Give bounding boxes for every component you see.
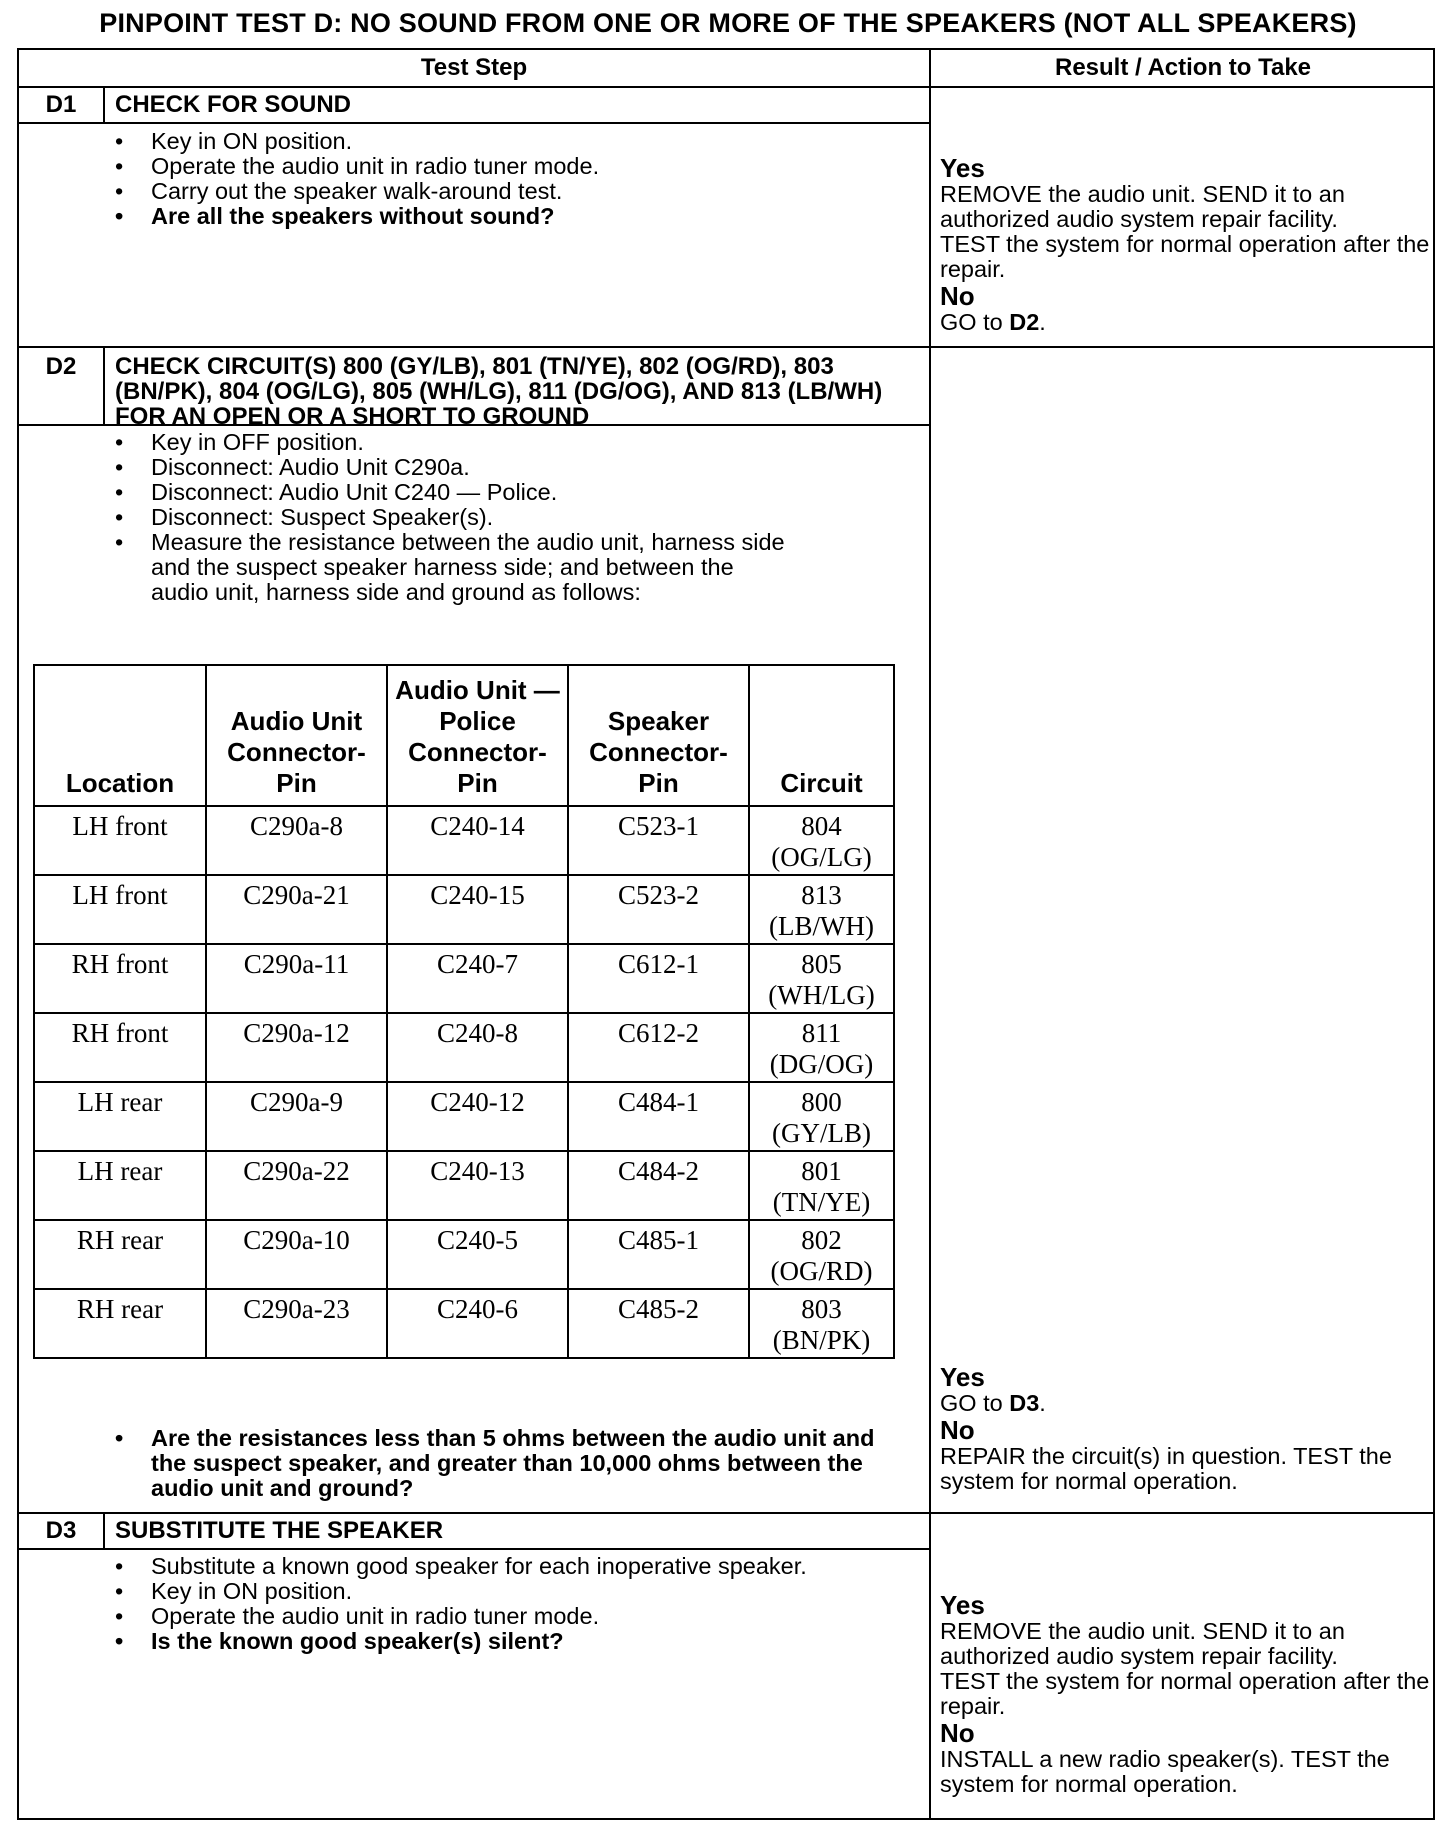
table-header-speaker-pin: Speaker Connector-Pin — [568, 665, 749, 806]
result-yes-text: GO to D3. — [940, 1390, 1046, 1416]
list-item: • Substitute a known good speaker for each inoperative speaker. — [99, 1554, 899, 1579]
step-id-separator — [103, 1513, 105, 1548]
table-cell-location: LH front — [34, 806, 206, 875]
result-d1 — [940, 154, 1430, 335]
table-cell-location: RH front — [34, 1013, 206, 1082]
table-cell-circuit — [749, 875, 894, 944]
table-cell-circuit — [749, 1013, 894, 1082]
circuit-number: 805 — [801, 949, 842, 979]
table-cell-circuit — [749, 1220, 894, 1289]
step-title-divider — [19, 1548, 929, 1550]
table-cell-police-pin: C240-15 — [387, 875, 568, 944]
table-cell-speaker-pin: C484-1 — [568, 1082, 749, 1151]
table-row — [34, 944, 894, 1013]
connector-pin-table — [33, 664, 895, 1359]
result-d2 — [940, 1363, 1430, 1494]
list-item: • Operate the audio unit in radio tuner mode. — [99, 154, 899, 179]
table-body — [34, 806, 894, 1358]
table-cell-audio-unit-pin: C290a-10 — [206, 1220, 387, 1289]
circuit-color: (GY/LB) — [772, 1118, 871, 1148]
circuit-color: (TN/YE) — [772, 1187, 871, 1217]
table-header-row — [34, 665, 894, 806]
table-cell-speaker-pin: C612-2 — [568, 1013, 749, 1082]
result-yes-text: TEST the system for normal operation after the repair. — [940, 1668, 1430, 1719]
table-cell-circuit — [749, 1082, 894, 1151]
result-d3 — [940, 1591, 1430, 1797]
step-id-separator — [103, 87, 105, 122]
table-cell-police-pin: C240-6 — [387, 1289, 568, 1358]
pinpoint-test-table — [17, 48, 1435, 1820]
list-item: • Disconnect: Suspect Speaker(s). — [99, 505, 899, 530]
list-item: • Disconnect: Audio Unit C240 — Police. — [99, 480, 899, 505]
circuit-number: 813 — [801, 880, 842, 910]
step-title-divider — [19, 122, 929, 124]
table-cell-audio-unit-pin: C290a-11 — [206, 944, 387, 1013]
list-item: • Carry out the speaker walk-around test. — [99, 179, 899, 204]
result-no-label: No — [940, 1415, 975, 1445]
table-cell-location: LH rear — [34, 1151, 206, 1220]
table-cell-audio-unit-pin: C290a-23 — [206, 1289, 387, 1358]
table-header-circuit: Circuit — [749, 665, 894, 806]
circuit-color: (BN/PK) — [772, 1325, 871, 1355]
table-cell-audio-unit-pin: C290a-9 — [206, 1082, 387, 1151]
table-row — [34, 1013, 894, 1082]
table-row — [34, 1220, 894, 1289]
table-header-location: Location — [34, 665, 206, 806]
column-header-test-step: Test Step — [420, 54, 528, 81]
table-cell-speaker-pin: C485-1 — [568, 1220, 749, 1289]
result-yes-text: REMOVE the audio unit. SEND it to an authorized audio system repair facility. — [940, 1618, 1345, 1669]
step-id-d3: D3 — [45, 1517, 77, 1544]
table-row — [34, 1082, 894, 1151]
table-cell-speaker-pin: C612-1 — [568, 944, 749, 1013]
table-cell-location: RH rear — [34, 1289, 206, 1358]
table-cell-police-pin: C240-8 — [387, 1013, 568, 1082]
list-item: • Key in ON position. — [99, 1579, 899, 1604]
circuit-number: 804 — [801, 811, 842, 841]
step-question-d2: • Are the resistances less than 5 ohms between the audio unit and the suspect speaker, and greater than 10,000 ohms between the audio unit and ground? — [99, 1426, 881, 1501]
table-cell-audio-unit-pin: C290a-12 — [206, 1013, 387, 1082]
table-cell-location: RH rear — [34, 1220, 206, 1289]
step-list-d2 — [99, 430, 899, 605]
circuit-number: 811 — [801, 1018, 842, 1048]
step-list-d1 — [99, 129, 899, 229]
step-reference-d3: D3 — [1009, 1390, 1040, 1416]
step-title-d1: CHECK FOR SOUND — [115, 91, 352, 118]
table-row — [34, 806, 894, 875]
list-item: • Disconnect: Audio Unit C290a. — [99, 455, 899, 480]
table-cell-circuit — [749, 1151, 894, 1220]
list-item: • Operate the audio unit in radio tuner mode. — [99, 1604, 899, 1629]
step-id-d2: D2 — [45, 353, 77, 380]
list-item: • Key in OFF position. — [99, 430, 899, 455]
step-list-d3 — [99, 1554, 899, 1654]
table-row — [34, 1151, 894, 1220]
table-row — [34, 875, 894, 944]
table-cell-location: RH front — [34, 944, 206, 1013]
circuit-color: (WH/LG) — [768, 980, 875, 1010]
column-header-result: Result / Action to Take — [1054, 54, 1312, 81]
step-reference-d2: D2 — [1009, 309, 1040, 335]
header-divider — [19, 86, 1433, 88]
step-id-d1: D1 — [45, 91, 77, 118]
step-title-d2: CHECK CIRCUIT(S) 800 (GY/LB), 801 (TN/YE), 802 (OG/RD), 803 (BN/PK), 804 (OG/LG), 805 (WH/LG), 811 (DG/OG), AND 813 (LB/WH) FOR AN OPEN OR A SHORT TO GROUND — [115, 353, 883, 430]
result-yes-label: Yes — [940, 1590, 985, 1620]
table-cell-police-pin: C240-14 — [387, 806, 568, 875]
table-cell-speaker-pin: C523-1 — [568, 806, 749, 875]
table-cell-police-pin: C240-7 — [387, 944, 568, 1013]
table-row — [34, 1289, 894, 1358]
result-no-label: No — [940, 281, 975, 311]
table-cell-police-pin: C240-12 — [387, 1082, 568, 1151]
result-yes-text: TEST the system for normal operation after the repair. — [940, 231, 1430, 282]
table-cell-location: LH rear — [34, 1082, 206, 1151]
circuit-number: 803 — [801, 1294, 842, 1324]
result-no-text: INSTALL a new radio speaker(s). TEST the system for normal operation. — [940, 1746, 1390, 1797]
table-cell-location: LH front — [34, 875, 206, 944]
result-no-label: No — [940, 1718, 975, 1748]
circuit-color: (OG/LG) — [771, 842, 872, 872]
circuit-color: (LB/WH) — [769, 911, 874, 941]
table-cell-circuit — [749, 944, 894, 1013]
page-title: PINPOINT TEST D: NO SOUND FROM ONE OR MORE OF THE SPEAKERS (NOT ALL SPEAKERS) — [99, 8, 1357, 38]
step-question-d1: • Are all the speakers without sound? — [99, 204, 899, 229]
step-title-d3: SUBSTITUTE THE SPEAKER — [115, 1517, 444, 1544]
table-cell-speaker-pin: C484-2 — [568, 1151, 749, 1220]
step-question-list-d2 — [99, 1426, 899, 1501]
step-question-d3: • Is the known good speaker(s) silent? — [99, 1629, 899, 1654]
list-item: • Key in ON position. — [99, 129, 899, 154]
table-cell-audio-unit-pin: C290a-22 — [206, 1151, 387, 1220]
table-header-police-pin: Audio Unit — Police Connector-Pin — [387, 665, 568, 806]
table-cell-police-pin: C240-5 — [387, 1220, 568, 1289]
result-yes-label: Yes — [940, 1362, 985, 1392]
result-yes-label: Yes — [940, 153, 985, 183]
result-yes-text: REMOVE the audio unit. SEND it to an authorized audio system repair facility. — [940, 181, 1345, 232]
table-cell-audio-unit-pin: C290a-8 — [206, 806, 387, 875]
table-cell-police-pin: C240-13 — [387, 1151, 568, 1220]
step-title-divider — [19, 424, 929, 426]
list-item: • Measure the resistance between the audio unit, harness side and the suspect speaker harness side; and between the audio unit, harness side and ground as follows: — [99, 530, 791, 605]
circuit-color: (OG/RD) — [770, 1256, 873, 1286]
table-cell-speaker-pin: C485-2 — [568, 1289, 749, 1358]
circuit-number: 800 — [801, 1087, 842, 1117]
table-cell-speaker-pin: C523-2 — [568, 875, 749, 944]
circuit-color: (DG/OG) — [769, 1049, 874, 1079]
table-cell-circuit — [749, 1289, 894, 1358]
circuit-number: 802 — [801, 1225, 842, 1255]
result-no-text: GO to D2. — [940, 309, 1046, 335]
step-divider — [19, 346, 1433, 348]
table-header-audio-unit-pin: Audio Unit Connector-Pin — [206, 665, 387, 806]
result-no-text: REPAIR the circuit(s) in question. TEST the system for normal operation. — [940, 1443, 1392, 1494]
circuit-number: 801 — [801, 1156, 842, 1186]
table-cell-audio-unit-pin: C290a-21 — [206, 875, 387, 944]
step-divider — [19, 1512, 1433, 1514]
step-id-separator — [103, 347, 105, 424]
table-cell-circuit — [749, 806, 894, 875]
column-divider — [929, 50, 931, 1818]
